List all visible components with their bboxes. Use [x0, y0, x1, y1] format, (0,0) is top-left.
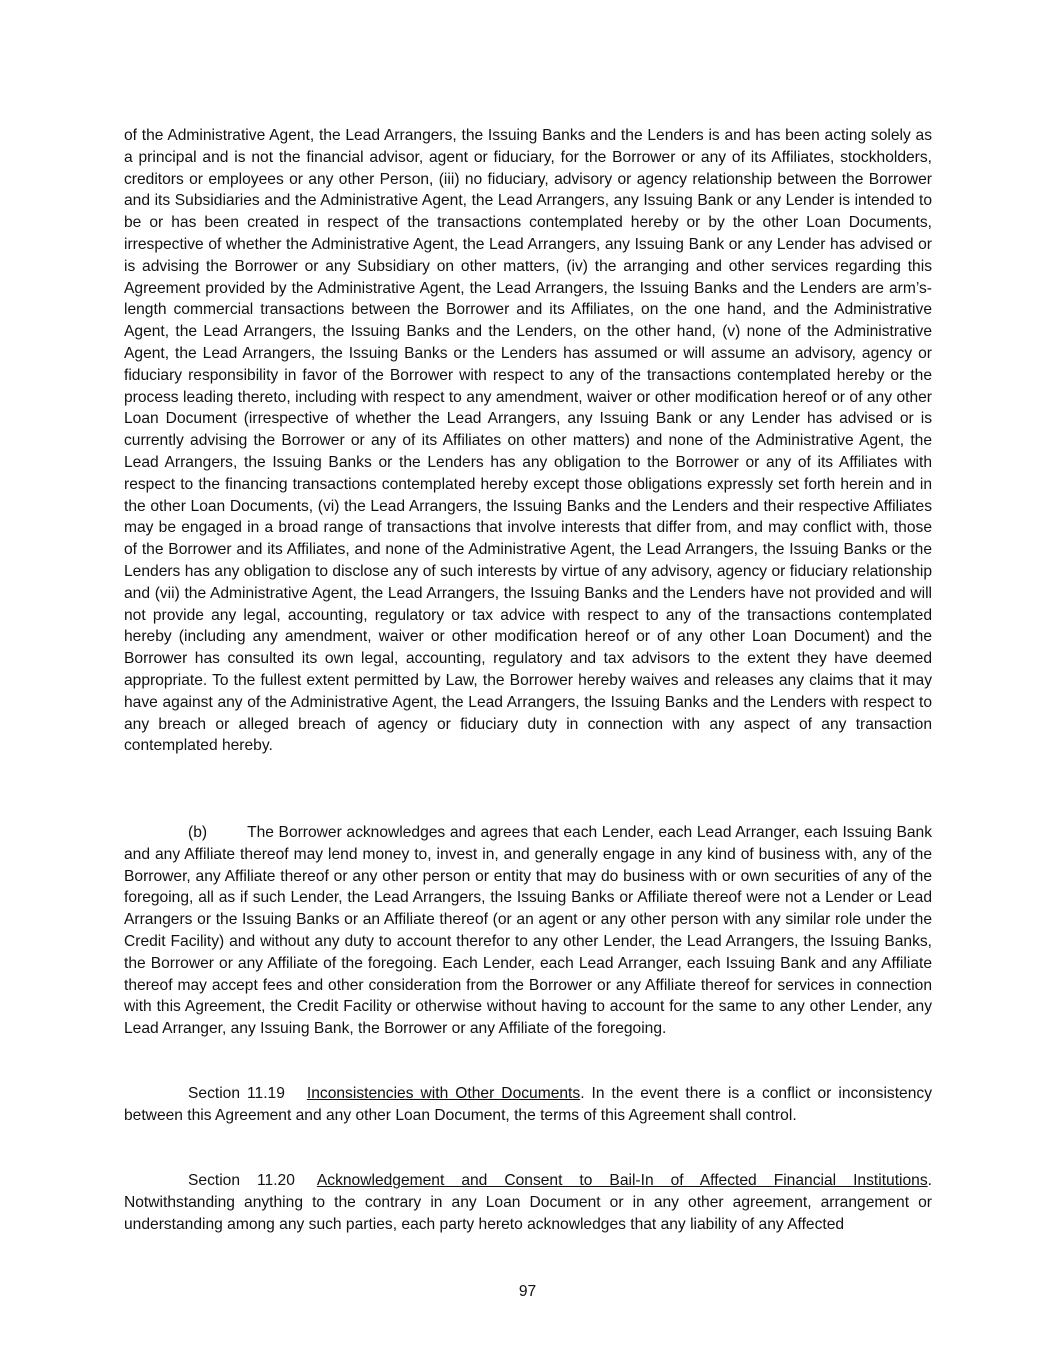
section-11-19 [124, 1083, 932, 1127]
section-11-20 [124, 1170, 932, 1235]
subsection-b-label: (b) [188, 824, 208, 841]
section-11-20-number: Section 11.20 [188, 1172, 295, 1189]
section-11-20-heading: Acknowledgement and Consent to Bail-In of Affected Financial Institutions [316, 1172, 928, 1189]
paragraph-continuation: of the Administrative Agent, the Lead Arrangers, the Issuing Banks and the Lenders is and has been acting solely as a principal and is not the financial advisor, agent or fiduciary, for the Borrower or any of its Affiliates, stockholders, creditors or employees or any other Person, (iii) no fiduciary, advisory or agency relationship between the Borrower and its Subsidiaries and the Administrative Agent, the Lead Arrangers, any Issuing Bank or any Lender is intended to be or has been created in respect of the transactions contemplated hereby or by the other Loan Documents, irrespective of whether the Administrative Agent, the Lead Arrangers, any Issuing Bank or any Lender has advised or is advising the Borrower or any Subsidiary on other matters, (iv) the arranging and other services regarding this Agreement provided by the Administrative Agent, the Lead Arrangers, the Issuing Banks and the Lenders are arm’s-length commercial transactions between the Borrower and its Affiliates, on the one hand, and the Administrative Agent, the Lead Arrangers, the Issuing Banks and the Lenders, on the other hand, (v) none of the Administrative Agent, the Lead Arrangers, the Issuing Banks or the Lenders has assumed or will assume an advisory, agency or fiduciary responsibility in favor of the Borrower with respect to any of the transactions contemplated hereby or the process leading thereto, including with respect to any amendment, waiver or other modification hereof or of any other Loan Document (irrespective of whether the Lead Arrangers, any Issuing Bank or any Lender has advised or is currently advising the Borrower or any of its Affiliates on other matters) and none of the Administrative Agent, the Lead Arrangers, the Issuing Banks or the Lenders has any obligation to the Borrower or any of its Affiliates with respect to the financing transactions contemplated hereby except those obligations expressly set forth herein and in the other Loan Documents, (vi) the Lead Arrangers, the Issuing Banks and the Lenders and their respective Affiliates may be engaged in a broad range of transactions that involve interests that differ from, and may conflict with, those of the Borrower and its Affiliates, and none of the Administrative Agent, the Lead Arrangers, the Issuing Banks or the Lenders has any obligation to disclose any of such interests by virtue of any advisory, agency or fiduciary relationship and (vii) the Administrative Agent, the Lead Arrangers, the Issuing Banks and the Lenders have not provided and will not provide any legal, accounting, regulatory or tax advice with respect to any of the transactions contemplated hereby (including any amendment, waiver or other modification hereof or of any other Loan Document) and the Borrower has consulted its own legal, accounting, regulatory and tax advisors to the extent they have deemed appropriate. To the fullest extent permitted by Law, the Borrower hereby waives and releases any claims that it may have against any of the Administrative Agent, the Lead Arrangers, the Issuing Banks and the Lenders with respect to any breach or alleged breach of agency or fiduciary duty in connection with any aspect of any transaction contemplated hereby. [124, 127, 932, 755]
page-number: 97 [518, 1283, 537, 1300]
section-11-19-heading: Inconsistencies with Other Documents [306, 1085, 581, 1102]
section-11-20-text: . Notwithstanding anything to the contrary in any Loan Document or in any other agreement, arrangement or understanding among any such parties, each party hereto acknowledges that any liability of any Affected [124, 1172, 932, 1233]
subsection-b-text: The Borrower acknowledges and agrees that each Lender, each Lead Arranger, each Issuing Bank and any Affiliate thereof may lend money to, invest in, and generally engage in any kind of business with, any of the Borrower, any Affiliate thereof or any other person or entity that may do business with or own securities of any of the foregoing, all as if such Lender, the Lead Arrangers, the Issuing Banks or Affiliate thereof were not a Lender or Lead Arrangers or the Issuing Banks or an Affiliate thereof (or an agent or any other person with any similar role under the Credit Facility) and without any duty to account therefor to any other Lender, the Lead Arrangers, the Issuing Banks, the Borrower or any Affiliate of the foregoing. Each Lender, each Lead Arranger, each Issuing Bank and any Affiliate thereof may accept fees and other consideration from the Borrower or any Affiliate thereof for services in connection with this Agreement, the Credit Facility or otherwise without having to account for the same to any other Lender, any Lead Arranger, any Issuing Bank, the Borrower or any Affiliate of the foregoing. [124, 824, 932, 1038]
section-11-19-text: . In the event there is a conflict or inconsistency between this Agreement and any other Loan Document, the terms of this Agreement shall control. [124, 1085, 933, 1124]
section-11-19-number: Section 11.19 [188, 1085, 285, 1102]
subsection-b [124, 822, 932, 1040]
